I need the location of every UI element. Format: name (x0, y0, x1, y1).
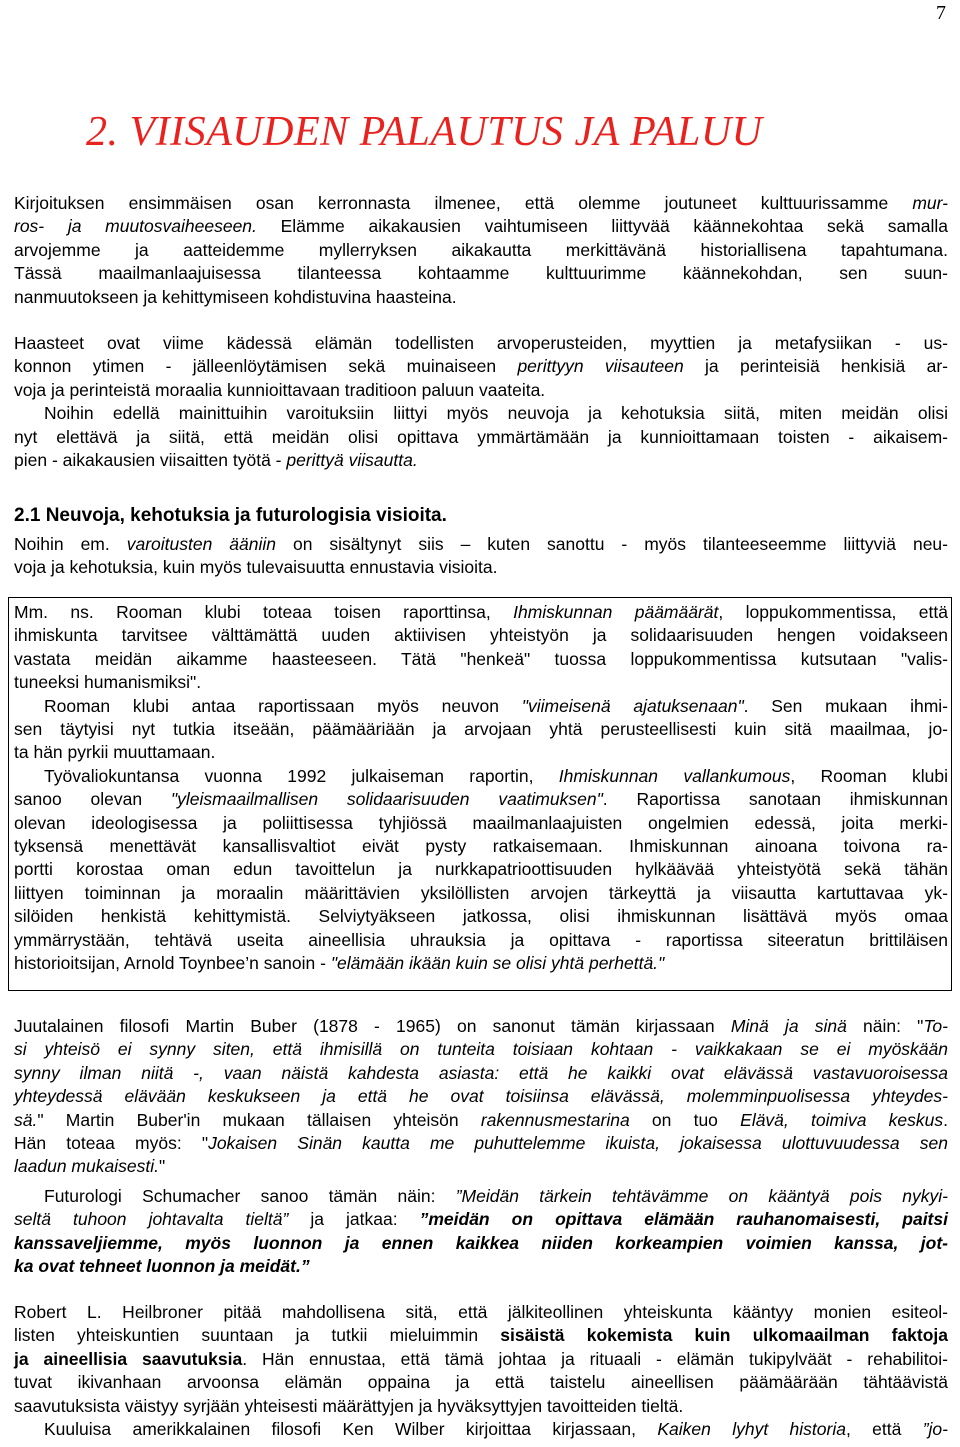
section-heading: 2.1 Neuvoja, kehotuksia ja futurologisia visioita. (14, 505, 447, 526)
chapter-title: 2. VIISAUDEN PALAUTUS JA PALUU (86, 109, 763, 155)
intro-paragraph: Kirjoituksen ensimmäisen osan kerronnasta ilmenee, että olemme joutuneet kulttuurissamme mur- ros- ja muutosvaiheeseen. Elämme aikakausien vaihtumiseen liittyvää käännekohtaa sekä samalla arvojemme ja aatteidemme myllerryksen aikakautta merkittävänä historiallisena tapahtumana. Tässä maailmanlaajuisessa tilanteessa kohtaamme kulttuurimme käännekohdan, sen suun- nanmuutokseen ja kehittymiseen kohdistuvina haasteina. (14, 193, 949, 307)
rooman-klubi-text: Mm. ns. Rooman klubi toteaa toisen raporttinsa, Ihmiskunnan päämäärät, loppukommentissa, että ihmiskunta tarvitsee välttämättä uuden aktiivisen yhteistyön ja solidaarisuuden hengen voidakseen vastata meidän aikamme haasteeseen. Tätä "henkeä" tuossa loppukommentissa kutsutaan "valis- tuneeksi humanismiksi". Rooman klubi antaa raportissaan myös neuvon "viimeisenä ajatuksenaan". Sen mukaan ihmi- sen täytyisi nyt tutkia itseään, päämääriään ja arvojaan yhtä perusteellisesti kuin sitä maailmaa, jo- ta hän pyrkii muuttamaan. Työvaliokuntansa vuonna 1992 julkaiseman raportin, Ihmiskunnan vallankumous, Rooman klubi sanoo olevan "yleismaailmallisen solidaarisuuden vaatimuksen". Raportissa sanotaan ihmiskunnan olevan ideologisessa ja poliittisessa tyhjiössä maailmanlaajuisten ongelmien edessä, joita merki- tyksensä menettävät kansallisvaltiot eivät pysty ratkaisemaan. Ihmiskunnan ainoana toivona ra- portti korostaa oman edun tavoittelun ja nurkkapatrioottisuuden hylkäävää yhteistyötä sekä tähän liittyen toiminnan ja moraalin määrittävien yksilöllisten arvojen tärkeyttä ja viisautta kartuttavaa yk- silöiden henkistä kehittymistä. Selviytyäkseen jatkossa, olisi ihmiskunnan lisättävä myös omaa ymmärrystään, tehtävä useita aineellisia uhrauksia ja opittava - raportissa siteeratun brittiläisen historioitsijan, Arnold Toynbee’n sanoin - "elämään ikään kuin se olisi yhtä perhettä." (14, 602, 949, 974)
page-number: 7 (936, 2, 946, 24)
section-intro: Noihin em. varoitusten ääniin on sisältynyt siis – kuten sanottu - myös tilanteeseemme liittyviä neu- voja ja kehotuksia, kuin myös tulevaisuutta ennustavia visioita. (14, 534, 948, 578)
buber-paragraph: Juutalainen filosofi Martin Buber (1878 - 1965) on sanonut tämän kirjassaan Minä ja sinä näin: "To- si yhteisö ei synny siten, että ihmisillä on tunteita toisiaan kohtaan - vaikkakaan se ei myöskään synny ilman niitä -, vaan näistä kahdesta asiasta: että he kaikki ovat elävässä vastavuoroisessa yhteydessä elävään keskukseen ja että he ovat toisiinsa elävässä, molemminpuolisessa yhteydes- sä." Martin Buber'in mukaan tällaisen yhteisön rakennusmestarina on tuo Elävä, toimiva keskus. Hän toteaa myös: "Jokaisen Sinän kautta me puhuttelemme ikuista, jokaisessa ulottuvuudessa sen laadun mukaisesti." (14, 1016, 948, 1177)
challenges-paragraph: Haasteet ovat viime kädessä elämän todellisten arvoperusteiden, myyttien ja metafysiikan - us- konnon ytimen - jälleenlöytämisen sekä muinaiseen perittyyn viisauteen ja perinteisiä henkisiä ar- voja ja perinteistä moraalia kunnioittavaan traditioon paluun vaateita. Noihin edellä mainittuihin varoituksiin liittyi myös neuvoja ja kehotuksia siitä, miten meidän olisi nyt elettävä ja siitä, että meidän olisi opittava ymmärtämään ja kunnioittamaan toisten - aikaisem- pien - aikakausien viisaitten työtä - perittyä viisautta. (14, 333, 948, 471)
heilbroner-paragraph: Robert L. Heilbroner pitää mahdollisena sitä, että jälkiteollinen yhteiskunta kääntyy monien esiteol- listen yhteiskuntien suuntaan ja tutkii mieluimmin sisäistä kokemista kuin ulkomaailman faktoja ja aineellisia saavutuksia. Hän ennustaa, että tämä johtaa ja rituaali - elämän tukipylväät - rehabilitoi- tuvat ikivanhaan arvoonsa elämän oppaina ja että taistelu aineellisen päämäärään tähtäävistä saavutuksista väistyy syrjään yhteisesti määrättyjen ja hyväksyttyjen tavoitteiden tieltä. Kuuluisa amerikkalainen filosofi Ken Wilber kirjoittaa kirjassaan, Kaiken lyhyt historia, että ”jo- (14, 1302, 948, 1440)
schumacher-paragraph: Futurologi Schumacher sanoo tämän näin: ”Meidän tärkein tehtävämme on kääntyä pois nykyi- seltä tuhoon johtavalta tieltä” ja jatkaa: ”meidän on opittava elämään rauhanomaisesti, paitsi kanssaveljiemme, myös luonnon ja ennen kaikkea niiden korkeampien voimien kanssa, jot- ka ovat tehneet luonnon ja meidät.” (14, 1186, 948, 1277)
